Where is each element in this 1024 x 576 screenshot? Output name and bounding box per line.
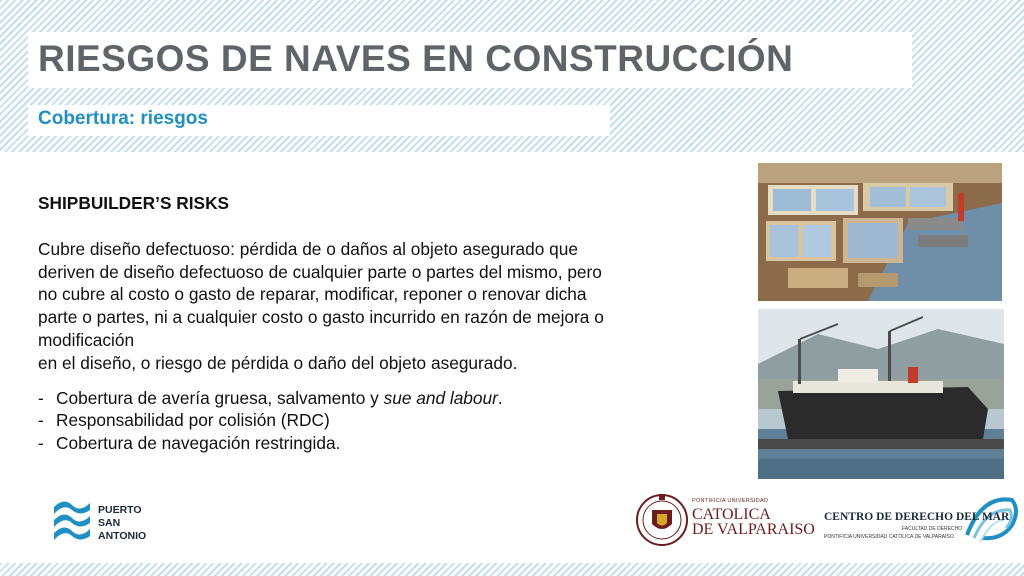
bullet-text-end: .	[497, 387, 503, 408]
bullet-item	[38, 432, 738, 455]
bullet-dash: -	[38, 410, 44, 431]
paragraph-line: deriven de diseño defectuoso de cualquier parte o partes del mismo, pero	[38, 261, 602, 282]
bullet-dash: -	[38, 433, 44, 454]
bullet-item	[38, 387, 738, 410]
paragraph-line: no cubre al costo o gasto de reparar, modificar, reponer o renovar dicha	[38, 284, 587, 305]
bullet-text-main: Cobertura de avería gruesa, salvamento y	[56, 387, 384, 408]
puerto-san-antonio-wordmark	[98, 504, 146, 543]
puerto-san-antonio-logo	[52, 497, 162, 549]
bullet-text: Responsabilidad por colisión (RDC)	[56, 410, 330, 431]
pucv-seal-icon	[636, 490, 688, 548]
shipyard-aerial-photo	[758, 163, 1002, 301]
slide-subtitle: Cobertura: riesgos	[38, 108, 208, 129]
cdm-faculty: FACULTAD DE DERECHO	[902, 526, 963, 532]
centro-derecho-del-mar-logo	[820, 490, 1020, 550]
wordmark-line: PUERTO	[98, 504, 142, 516]
wordmark-line: ANTONIO	[98, 530, 147, 542]
paragraph-line: Cubre diseño defectuoso: pérdida de o daños al objeto asegurado que	[38, 238, 578, 259]
bullet-item	[38, 409, 738, 432]
slide-title: RIESGOS DE NAVES EN CONSTRUCCIÓN	[38, 38, 794, 79]
bullet-text-italic: sue and labour	[383, 387, 498, 408]
pucv-small-text: PONTIFICIA UNIVERSIDAD	[692, 498, 769, 504]
paragraph-line: en el diseño, o riesgo de pérdida o daño del objeto asegurado.	[38, 352, 518, 373]
pucv-logo	[636, 490, 815, 552]
drydock-ship-photo	[758, 309, 1004, 479]
paragraph-line: modificación	[38, 329, 135, 350]
pucv-name	[692, 507, 815, 537]
pucv-name-line: DE VALPARAISO	[692, 521, 815, 538]
cdm-university: PONTIFICIA UNIVERSIDAD CATÓLICA DE VALPARAÍSO	[824, 534, 954, 540]
pucv-name-line: CATOLICA	[692, 506, 771, 523]
bullet-text: Cobertura de navegación restringida.	[56, 433, 341, 454]
footer-stripe-pattern	[0, 563, 1024, 576]
bullet-text	[56, 387, 503, 410]
bullet-dash: -	[38, 387, 44, 408]
description-paragraph	[38, 238, 738, 375]
waves-icon	[52, 497, 92, 549]
section-heading: SHIPBUILDER’S RISKS	[38, 193, 230, 213]
wordmark-line: SAN	[98, 517, 121, 529]
slide-body	[38, 192, 738, 455]
paragraph-line: parte o partes, ni a cualquier costo o gasto incurrido en razón de mejora o	[38, 307, 604, 328]
cdm-title: CENTRO DE DERECHO DEL MAR	[824, 511, 1010, 523]
